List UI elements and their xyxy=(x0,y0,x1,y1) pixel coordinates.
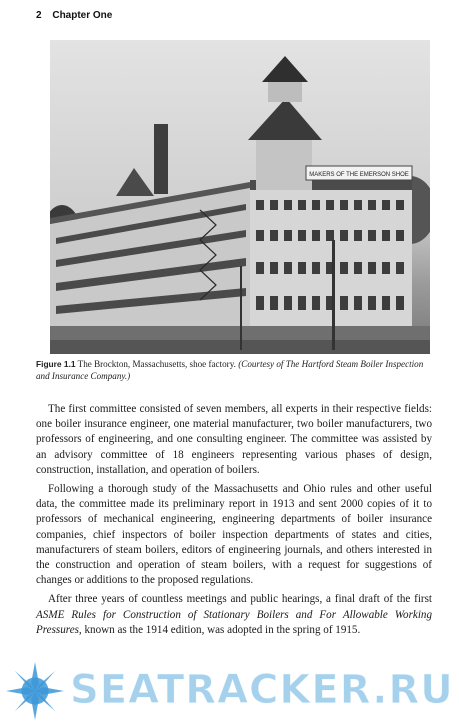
text-run: Following a thorough study of the Massachusetts and Ohio rules and other useful data, the committee made its preliminary report in 1913 and sent 2000 copies of it to professors of mechanical engineering, engineering departments of boiler insurance companies, chief inspectors of boiler inspection departments of states and cities, manufacturers of steam boilers, editors of engineering journals, and others interested in the construction and operation of steam boilers, with a request for suggestions of changes or additions to the proposed regulations. xyxy=(36,483,432,587)
figure-label: Figure 1.1 xyxy=(36,359,76,369)
italic-title-run: ASME Rules for Construction of Stationary Boilers and For Allowable Working Pressures, xyxy=(36,608,432,636)
body-paragraph xyxy=(36,482,432,588)
factory-photo xyxy=(50,40,430,354)
watermark-text: SEATRACKER.RU xyxy=(70,667,454,713)
text-run: known as the 1914 edition, was adopted in the spring of 1915. xyxy=(81,623,361,636)
figure-caption xyxy=(36,358,432,382)
page-number: 2 xyxy=(36,10,42,21)
body-paragraph xyxy=(36,592,432,638)
chapter-title: Chapter One xyxy=(52,10,113,21)
factory-illustration xyxy=(50,40,430,354)
body-paragraph xyxy=(36,402,432,478)
text-run: The first committee consisted of seven members, all experts in their respective fields: one boiler insurance engineer, one material manufacturer, two boiler manufacturers, two professors of engineering, and one consulting engineer. The committee was assisted by an advisory committee of 18 engineers representing various phases of design, construction, installation, and operation of boilers. xyxy=(36,403,432,476)
factory-sign: MAKERS OF THE EMERSON SHOE xyxy=(309,172,409,178)
text-run: After three years of countless meetings and public hearings, a final draft of the first xyxy=(48,593,432,606)
body-text xyxy=(36,402,432,638)
page-header xyxy=(36,10,112,21)
watermark xyxy=(0,656,459,722)
caption-text: The Brockton, Massachusetts, shoe factory. xyxy=(77,359,236,369)
caption-credit: (Courtesy of The Hartford Steam Boiler Inspection and Insurance Company.) xyxy=(36,359,424,381)
starburst-icon xyxy=(6,662,64,720)
